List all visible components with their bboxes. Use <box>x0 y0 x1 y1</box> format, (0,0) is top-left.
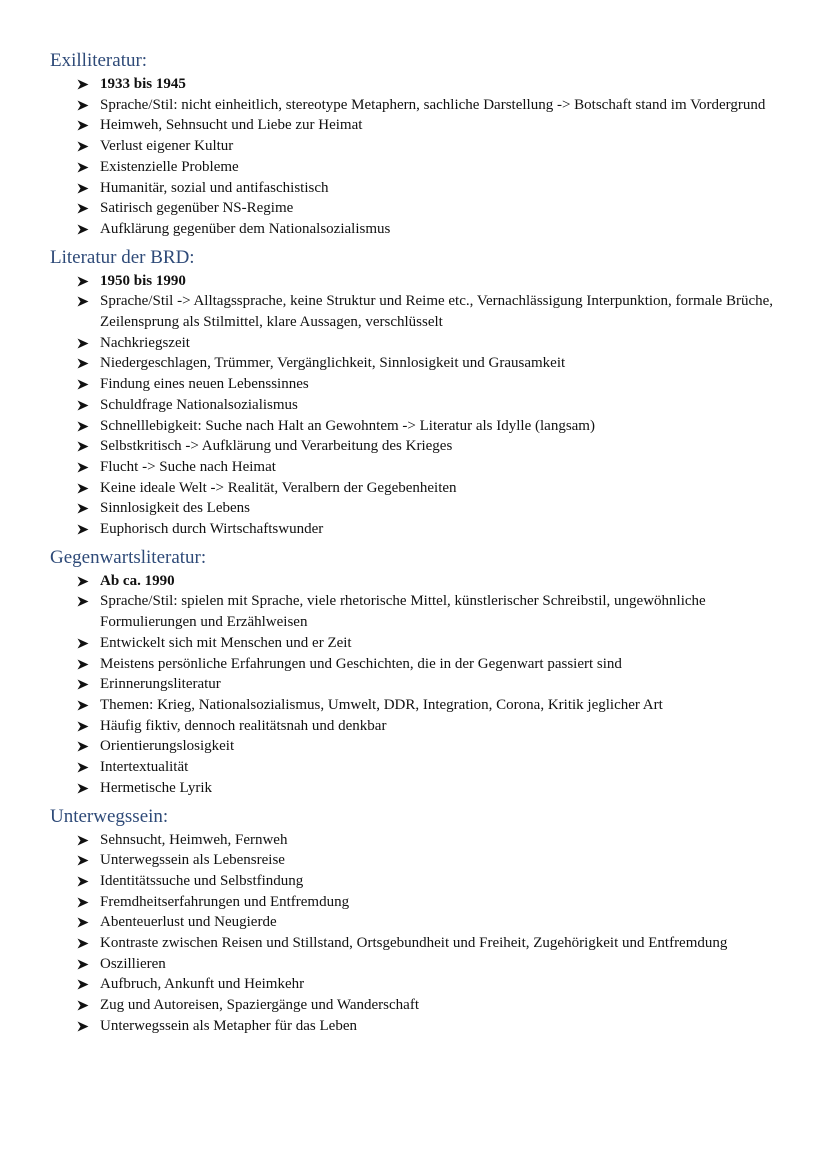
list-item-text: Existenzielle Probleme <box>100 158 239 175</box>
list-item-text: Fremdheitserfahrungen und Entfremdung <box>100 893 350 910</box>
arrowhead-bullet-icon <box>77 979 89 990</box>
list-item-text: Keine ideale Welt -> Realität, Veralbern der Gegebenheiten <box>100 479 457 496</box>
list-item-text: Nachkriegszeit <box>100 334 190 351</box>
list-item <box>50 333 790 354</box>
list-item <box>50 519 790 540</box>
arrowhead-bullet-icon <box>77 741 89 752</box>
list-item-text: Häufig fiktiv, dennoch realitätsnah und denkbar <box>100 717 387 734</box>
list-item <box>50 912 790 933</box>
arrowhead-bullet-icon <box>77 503 89 514</box>
list-item-text: Identitätssuche und Selbstfindung <box>100 872 304 889</box>
arrowhead-bullet-icon <box>77 162 89 173</box>
list-item <box>50 115 790 136</box>
arrowhead-bullet-icon <box>77 100 89 111</box>
list-item-text: Abenteuerlust und Neugierde <box>100 914 277 931</box>
list-item <box>50 995 790 1016</box>
list-item <box>50 974 790 995</box>
list-item-text: Satirisch gegenüber NS-Regime <box>100 200 294 217</box>
arrowhead-bullet-icon <box>77 120 89 131</box>
list-item-text: Aufbruch, Ankunft und Heimkehr <box>100 976 305 993</box>
section <box>50 245 790 540</box>
list-item-text: Selbstkritisch -> Aufklärung und Verarbeitung des Krieges <box>100 438 453 455</box>
arrowhead-bullet-icon <box>77 721 89 732</box>
arrowhead-bullet-icon <box>77 576 89 587</box>
arrowhead-bullet-icon <box>77 79 89 90</box>
arrowhead-bullet-icon <box>77 224 89 235</box>
list-item-text: Sinnlosigkeit des Lebens <box>100 500 250 517</box>
list-item-text: Hermetische Lyrik <box>100 779 213 796</box>
section-heading: Literatur der BRD: <box>50 246 195 268</box>
arrowhead-bullet-icon <box>77 524 89 535</box>
list-item-text: Flucht -> Suche nach Heimat <box>100 458 276 475</box>
list-item-text: Themen: Krieg, Nationalsozialismus, Umwelt, DDR, Integration, Corona, Kritik jeglicher Art <box>100 696 663 713</box>
list-item <box>50 291 790 332</box>
list-item-text: Entwickelt sich mit Menschen und er Zeit <box>100 634 352 651</box>
arrowhead-bullet-icon <box>77 783 89 794</box>
list-item-text: Erinnerungsliteratur <box>100 676 221 693</box>
list-item <box>50 674 790 695</box>
list-item <box>50 136 790 157</box>
list-item <box>50 757 790 778</box>
arrowhead-bullet-icon <box>77 897 89 908</box>
bullet-list <box>50 74 790 240</box>
list-item-text: Euphorisch durch Wirtschaftswunder <box>100 521 324 538</box>
arrowhead-bullet-icon <box>77 276 89 287</box>
list-item <box>50 395 790 416</box>
bullet-list <box>50 271 790 540</box>
list-item-text: Verlust eigener Kultur <box>100 138 234 155</box>
list-item-text: Aufklärung gegenüber dem Nationalsozialismus <box>100 220 391 237</box>
list-item-text: Schuldfrage Nationalsozialismus <box>100 396 298 413</box>
arrowhead-bullet-icon <box>77 296 89 307</box>
list-item <box>50 271 790 292</box>
list-item <box>50 198 790 219</box>
arrowhead-bullet-icon <box>77 203 89 214</box>
document-body <box>50 48 790 1037</box>
section <box>50 545 790 799</box>
arrowhead-bullet-icon <box>77 1000 89 1011</box>
list-item <box>50 654 790 675</box>
list-item <box>50 353 790 374</box>
list-item-text: Sprache/Stil: spielen mit Sprache, viele rhetorische Mittel, künstlerischer Schreibstil, ungewöhnliche Formulierungen und Erzählweisen <box>100 593 706 631</box>
list-item-text: Unterwegssein als Metapher für das Leben <box>100 1017 357 1034</box>
arrowhead-bullet-icon <box>77 483 89 494</box>
list-item-text: Oszillieren <box>100 955 166 972</box>
list-item <box>50 716 790 737</box>
list-item <box>50 74 790 95</box>
arrowhead-bullet-icon <box>77 638 89 649</box>
list-item <box>50 1016 790 1037</box>
list-item-text: Kontraste zwischen Reisen und Stillstand, Ortsgebundheit und Freiheit, Zugehörigkeit und Entfremdung <box>100 935 728 952</box>
section-heading: Unterwegssein: <box>50 805 169 827</box>
arrowhead-bullet-icon <box>77 462 89 473</box>
list-item <box>50 871 790 892</box>
list-item <box>50 178 790 199</box>
list-item <box>50 571 790 592</box>
arrowhead-bullet-icon <box>77 835 89 846</box>
arrowhead-bullet-icon <box>77 421 89 432</box>
list-item-text: Sehnsucht, Heimweh, Fernweh <box>100 831 288 848</box>
arrowhead-bullet-icon <box>77 938 89 949</box>
arrowhead-bullet-icon <box>77 400 89 411</box>
list-item-text: Humanitär, sozial und antifaschistisch <box>100 179 329 196</box>
list-item-text: Unterwegssein als Lebensreise <box>100 852 285 869</box>
list-item <box>50 498 790 519</box>
arrowhead-bullet-icon <box>77 679 89 690</box>
arrowhead-bullet-icon <box>77 876 89 887</box>
section-heading: Gegenwartsliteratur: <box>50 546 207 568</box>
arrowhead-bullet-icon <box>77 379 89 390</box>
list-item <box>50 736 790 757</box>
arrowhead-bullet-icon <box>77 358 89 369</box>
list-item-text: Sprache/Stil: nicht einheitlich, stereotype Metaphern, sachliche Darstellung -> Botschaft stand im Vordergrund <box>100 96 766 113</box>
list-item <box>50 157 790 178</box>
list-item-text: Sprache/Stil -> Alltagssprache, keine Struktur und Reime etc., Vernachlässigung Interpunktion, formale Brüche, Zeilensprung als Stilmittel, klare Aussagen, verschlüsselt <box>100 293 774 331</box>
arrowhead-bullet-icon <box>77 141 89 152</box>
list-item-text: 1933 bis 1945 <box>100 76 186 92</box>
list-item <box>50 457 790 478</box>
list-item <box>50 954 790 975</box>
list-item-text: Findung eines neuen Lebenssinnes <box>100 376 309 393</box>
arrowhead-bullet-icon <box>77 762 89 773</box>
list-item-text: Schnelllebigkeit: Suche nach Halt an Gewohntem -> Literatur als Idylle (langsam) <box>100 417 595 434</box>
arrowhead-bullet-icon <box>77 959 89 970</box>
arrowhead-bullet-icon <box>77 855 89 866</box>
list-item-text: Ab ca. 1990 <box>100 572 175 589</box>
arrowhead-bullet-icon <box>77 659 89 670</box>
list-item-text: Meistens persönliche Erfahrungen und Geschichten, die in der Gegenwart passiert sind <box>100 655 622 672</box>
list-item-text: Orientierungslosigkeit <box>100 738 235 755</box>
list-item <box>50 219 790 240</box>
section-heading: Exilliteratur: <box>50 50 148 71</box>
bullet-list <box>50 571 790 799</box>
bullet-list <box>50 830 790 1037</box>
list-item <box>50 591 790 632</box>
section <box>50 804 790 1037</box>
arrowhead-bullet-icon <box>77 183 89 194</box>
list-item-text: Zug und Autoreisen, Spaziergänge und Wanderschaft <box>100 997 419 1014</box>
arrowhead-bullet-icon <box>77 700 89 711</box>
list-item-text: Heimweh, Sehnsucht und Liebe zur Heimat <box>100 117 363 134</box>
list-item-text: Niedergeschlagen, Trümmer, Vergänglichkeit, Sinnlosigkeit und Grausamkeit <box>100 355 566 372</box>
list-item <box>50 892 790 913</box>
list-item <box>50 436 790 457</box>
list-item <box>50 778 790 799</box>
arrowhead-bullet-icon <box>77 917 89 928</box>
section <box>50 48 790 240</box>
list-item <box>50 95 790 116</box>
arrowhead-bullet-icon <box>77 596 89 607</box>
arrowhead-bullet-icon <box>77 441 89 452</box>
list-item-text: Intertextualität <box>100 759 189 776</box>
list-item-text: 1950 bis 1990 <box>100 272 186 289</box>
list-item <box>50 830 790 851</box>
arrowhead-bullet-icon <box>77 338 89 349</box>
list-item <box>50 633 790 654</box>
list-item <box>50 695 790 716</box>
list-item <box>50 416 790 437</box>
list-item <box>50 374 790 395</box>
arrowhead-bullet-icon <box>77 1021 89 1032</box>
list-item <box>50 478 790 499</box>
list-item <box>50 933 790 954</box>
list-item <box>50 850 790 871</box>
